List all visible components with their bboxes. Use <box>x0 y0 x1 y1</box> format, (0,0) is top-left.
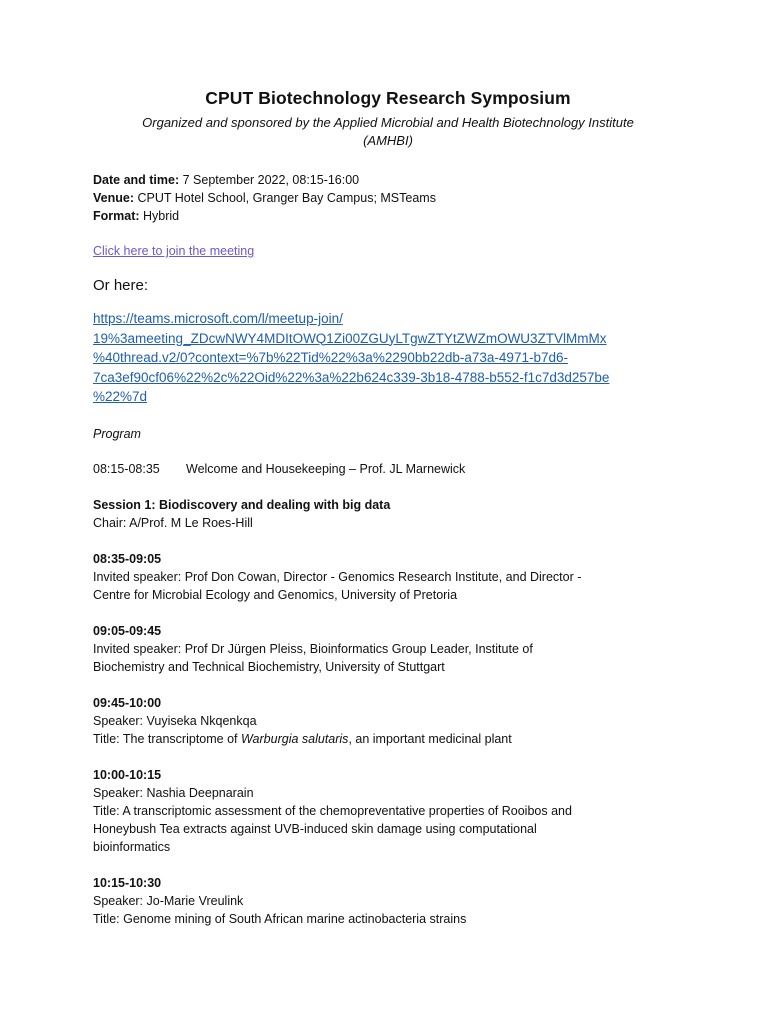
program-heading: Program <box>93 426 141 441</box>
item-time: 09:45-10:00 <box>93 695 162 710</box>
program-item <box>93 622 683 676</box>
session-chair: Chair: A/Prof. M Le Roes-Hill <box>93 515 253 530</box>
item-time: 10:15-10:30 <box>93 875 162 890</box>
item-time: 10:00-10:15 <box>93 767 162 782</box>
url-line[interactable]: 19%3ameeting_ZDcwNWY4MDItOWQ1Zi00ZGUyLTgwZTYtZWZmOWU3ZTVlMmMx <box>93 330 607 346</box>
item-time: 09:05-09:45 <box>93 623 162 638</box>
venue-row <box>93 189 683 207</box>
date-row <box>93 171 683 189</box>
subtitle-line-2: (AMHBI) <box>363 133 413 148</box>
venue-label: Venue: <box>93 191 134 205</box>
item-title-post: , an important medicinal plant <box>348 731 512 746</box>
format-label: Format: <box>93 209 140 223</box>
venue-value: CPUT Hotel School, Granger Bay Campus; MSTeams <box>134 191 436 205</box>
session-title: Session 1: Biodiscovery and dealing with big data <box>93 497 391 512</box>
welcome-time: 08:15-08:35 <box>93 461 160 476</box>
format-value: Hybrid <box>139 209 180 223</box>
page-title: CPUT Biotechnology Research Symposium <box>205 88 571 108</box>
date-label: Date and time: <box>93 173 180 187</box>
item-title-pre: Title: The transcriptome of <box>93 731 241 746</box>
join-meeting-link[interactable]: Click here to join the meeting <box>93 244 255 258</box>
program-item <box>93 766 683 856</box>
item-title <box>93 730 683 748</box>
url-line[interactable]: https://teams.microsoft.com/l/meetup-join/ <box>93 311 343 326</box>
item-title: Title: A transcriptomic assessment of the chemopreventative properties of Rooibos and <box>93 803 572 818</box>
item-title: Honeybush Tea extracts against UVB-induced skin damage using computational <box>93 821 537 836</box>
program-item <box>93 550 683 604</box>
item-speaker: Speaker: Nashia Deepnarain <box>93 785 254 800</box>
teams-meeting-url[interactable] <box>93 309 683 407</box>
welcome-text: Welcome and Housekeeping – Prof. JL Marnewick <box>186 461 466 476</box>
item-title-italic: Warburgia salutaris <box>240 731 349 746</box>
item-title: Title: Genome mining of South African marine actinobacteria strains <box>93 911 467 926</box>
document-page <box>93 88 683 928</box>
program-item <box>93 694 683 748</box>
item-line: Biochemistry and Technical Biochemistry, University of Stuttgart <box>93 659 445 674</box>
url-line[interactable]: 7ca3ef90cf06%22%2c%22Oid%22%3a%22b624c339-3b18-4788-b552-f1c7d3d257be <box>93 369 610 385</box>
url-line[interactable]: %22%7d <box>93 389 148 404</box>
item-time: 08:35-09:05 <box>93 551 162 566</box>
item-line: Invited speaker: Prof Don Cowan, Director - Genomics Research Institute, and Director - <box>93 569 582 584</box>
item-speaker: Speaker: Vuyiseka Nkqenkqa <box>93 713 257 728</box>
url-line[interactable]: %40thread.v2/0?context=%7b%22Tid%22%3a%2290bb22db-a73a-4971-b7d6- <box>93 350 568 365</box>
item-line: Invited speaker: Prof Dr Jürgen Pleiss, Bioinformatics Group Leader, Institute of <box>93 641 533 656</box>
date-value: 7 September 2022, 08:15-16:00 <box>179 173 360 187</box>
subtitle-line-1: Organized and sponsored by the Applied Microbial and Health Biotechnology Institute <box>142 115 634 130</box>
item-line: Centre for Microbial Ecology and Genomics, University of Pretoria <box>93 587 458 602</box>
program-item <box>93 874 683 928</box>
or-here-text: Or here: <box>93 277 149 294</box>
item-speaker: Speaker: Jo-Marie Vreulink <box>93 893 244 908</box>
welcome-row <box>93 460 683 478</box>
page-subtitle <box>98 114 678 150</box>
format-row <box>93 207 683 225</box>
item-title: bioinformatics <box>93 839 171 854</box>
